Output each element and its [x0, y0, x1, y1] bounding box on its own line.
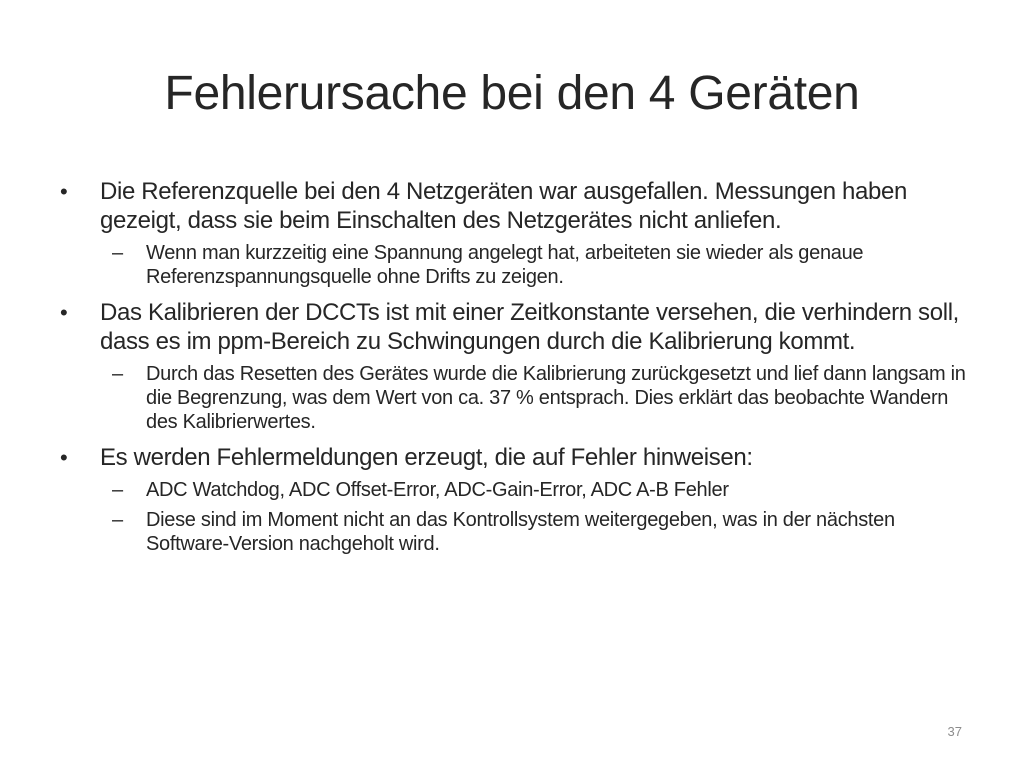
dash-icon: –: [112, 242, 123, 264]
bullet-dot-icon: •: [60, 300, 68, 325]
bullet-dot-icon: •: [60, 445, 68, 470]
slide-body: [60, 177, 970, 556]
dash-icon: –: [112, 509, 123, 531]
sub-bullet-3-1-text: ADC Watchdog, ADC Offset-Error, ADC-Gain-Error, ADC A-B Fehler: [146, 479, 729, 501]
sub-bullet-3-2-text: Diese sind im Moment nicht an das Kontrollsystem weitergegeben, was in der nächsten Software-Version nachgeholt wird.: [146, 509, 895, 555]
sub-bullet-2-1: [60, 362, 970, 434]
sub-bullet-2-1-text: Durch das Resetten des Gerätes wurde die Kalibrierung zurückgesetzt und lief dann langsam in die Begrenzung, was dem Wert von ca. 37 % entsprach. Dies erklärt das beobachte Wandern des Kalibrierwertes.: [146, 363, 966, 433]
bullet-3-text: Es werden Fehlermeldungen erzeugt, die auf Fehler hinweisen:: [100, 444, 753, 471]
sub-bullet-3-2: [60, 508, 970, 556]
sub-bullet-3-1: [60, 478, 970, 502]
dash-icon: –: [112, 479, 123, 501]
bullet-2: [60, 298, 970, 356]
bullet-1-text: Die Referenzquelle bei den 4 Netzgeräten war ausgefallen. Messungen haben gezeigt, dass sie beim Einschalten des Netzgerätes nicht anliefen.: [100, 178, 907, 234]
slide-number: 37: [947, 724, 962, 739]
dash-icon: –: [112, 363, 123, 385]
bullet-3: [60, 443, 970, 472]
slide-title: Fehlerursache bei den 4 Geräten: [164, 67, 860, 120]
sub-bullet-1-1-text: Wenn man kurzzeitig eine Spannung angelegt hat, arbeiteten sie wieder als genaue Referenzspannungsquelle ohne Drifts zu zeigen.: [146, 242, 864, 288]
bullet-dot-icon: •: [60, 179, 68, 204]
sub-bullet-1-1: [60, 241, 970, 289]
bullet-2-text: Das Kalibrieren der DCCTs ist mit einer Zeitkonstante versehen, die verhindern soll, dass es im ppm-Bereich zu Schwingungen durch die Kalibrierung kommt.: [100, 299, 959, 355]
bullet-1: [60, 177, 970, 235]
